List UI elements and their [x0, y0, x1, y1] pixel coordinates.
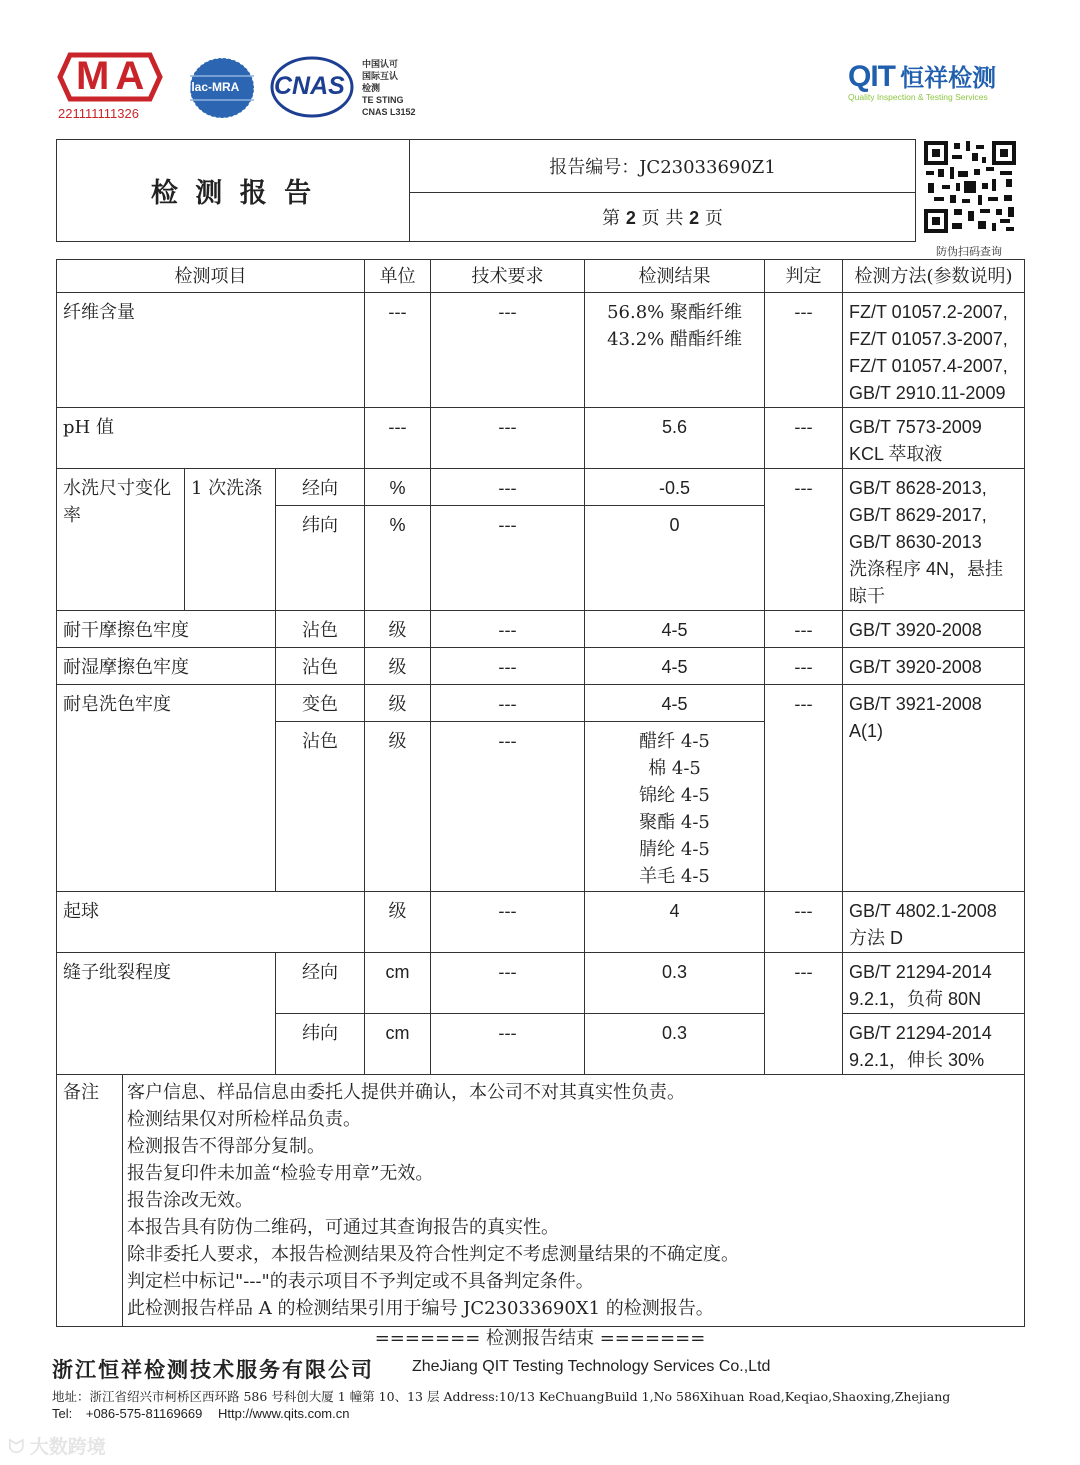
report-header [56, 139, 916, 242]
company-contact: Tel: +086-575-81169669 Http://www.qits.com.cn [52, 1406, 350, 1421]
table-row-dry-rub: 耐干摩擦色牢度 沾色 级 --- 4-5 --- GB/T 3920-2008 [57, 611, 1025, 648]
qit-logo [848, 58, 1018, 108]
report-number: 报告编号：JC23033690Z1 [549, 157, 776, 178]
qit-cn-name: 恒祥检测 [900, 65, 997, 92]
table-row-remarks [57, 1075, 1025, 1327]
remark-item: 检测结果仅对所检样品负责。 [127, 1109, 361, 1130]
header-unit: 单位 [365, 260, 431, 293]
page-indicator: 第 2 页 共 2 页 [410, 193, 916, 242]
qr-code[interactable] [922, 139, 1018, 235]
results-table [56, 259, 1025, 1327]
ilac-mra-logo [186, 56, 258, 120]
qr-code-icon [922, 139, 1018, 235]
company-name-cn: 浙江恒祥检测技术服务有限公司 [52, 1357, 374, 1382]
cnas-note: 中国认可 国际互认 检测 TE STING CNAS L3152 [362, 59, 416, 117]
remarks-label: 备注 [57, 1075, 123, 1326]
company-name-en: ZheJiang QIT Testing Technology Services Co.,Ltd [412, 1358, 771, 1375]
remark-item: 检测报告不得部分复制。 [127, 1136, 325, 1157]
remark-item: 本报告具有防伪二维码，可通过其查询报告的真实性。 [127, 1217, 559, 1238]
cma-number: 221111111326 [58, 106, 139, 121]
watermark: ᗢ 大数跨境 [8, 1434, 106, 1458]
remark-item: 除非委托人要求，本报告检测结果及符合性判定不考虑测量结果的不确定度。 [127, 1244, 739, 1265]
remark-item: 判定栏中标记"---"的表示项目不予判定或不具备判定条件。 [127, 1271, 594, 1292]
cma-text: MA [76, 54, 151, 98]
fiber-results: 56.8% 聚酯纤维 43.2% 醋酯纤维 [585, 293, 765, 408]
header-judgement: 判定 [765, 260, 843, 293]
report-title: 检 测 报 告 [150, 178, 316, 209]
cnas-logo [270, 56, 354, 118]
header-method: 检测方法(参数说明) [843, 260, 1025, 293]
watermark-logo-icon: ᗢ [8, 1434, 25, 1458]
table-row-soap-change: 耐皂洗色牢度 变色 级 --- 4-5 --- GB/T 3921-2008 A(1) [57, 685, 1025, 722]
table-row-pilling: 起球 级 --- 4 --- GB/T 4802.1-2008 方法 D [57, 892, 1025, 953]
company-website[interactable]: Http://www.qits.com.cn [218, 1406, 350, 1421]
ilac-text: ilac-MRA [188, 80, 240, 94]
table-row-wash-dim-warp: 水洗尺寸变化率 1 次洗涤 经向 % --- -0.5 --- GB/T 8628-2013, GB/T 8629-2017, GB/T 8630-2013 洗涤程序 4N，悬挂 晾干 [57, 469, 1025, 506]
table-row-wash-dim-weft: 纬向 % --- 0 [57, 506, 1025, 611]
remarks-list [123, 1075, 739, 1326]
remark-item: 报告涂改无效。 [127, 1190, 253, 1211]
fiber-method: FZ/T 01057.2-2007, FZ/T 01057.3-2007, FZ/T 01057.4-2007, GB/T 2910.11-2009 [843, 293, 1025, 408]
remark-item: 此检测报告样品 A 的检测结果引用于编号 JC23033690X1 的检测报告。 [127, 1298, 714, 1319]
header-item: 检测项目 [57, 260, 365, 293]
remark-item: 客户信息、样品信息由委托人提供并确认，本公司不对其真实性负责。 [127, 1082, 685, 1103]
table-row-fiber: 纤维含量 --- --- 56.8% 聚酯纤维 43.2% 醋酯纤维 --- FZ/T 01057.2-2007, FZ/T 01057.3-2007, FZ/T 01057.4-2007, GB/T 2910.11-2009 [57, 293, 1025, 408]
table-row-soap-staining: 沾色 级 --- 醋纤 4-5 棉 4-5 锦纶 4-5 聚酯 4-5 腈纶 4-5 羊毛 4-5 [57, 722, 1025, 892]
header-result: 检测结果 [585, 260, 765, 293]
qit-tagline: Quality Inspection & Testing Services [848, 92, 988, 102]
remark-item: 报告复印件未加盖“检验专用章”无效。 [127, 1163, 434, 1184]
table-row-seam-weft: 纬向 cm --- 0.3 GB/T 21294-2014 9.2.1，伸长 30% [57, 1014, 1025, 1075]
company-address: 地址：浙江省绍兴市柯桥区西环路 586 号科创大厦 1 幢第 10、13 层 Address:10/13 KeChuangBuild 1,No 586Xihuan Road,Keqiao,Shaoxing,Zhejiang [52, 1389, 951, 1404]
table-row-wet-rub: 耐湿摩擦色牢度 沾色 级 --- 4-5 --- GB/T 3920-2008 [57, 648, 1025, 685]
qr-caption: 防伪扫码查询 [936, 245, 1002, 258]
cma-logo [56, 52, 166, 122]
header-requirement: 技术要求 [431, 260, 585, 293]
table-row-seam-warp: 缝子纰裂程度 经向 cm --- 0.3 --- GB/T 21294-2014 9.2.1，负荷 80N [57, 953, 1025, 1014]
table-row-ph: pH 值 --- --- 5.6 --- GB/T 7573-2009 KCL 萃取液 [57, 408, 1025, 469]
soap-staining-results: 醋纤 4-5 棉 4-5 锦纶 4-5 聚酯 4-5 腈纶 4-5 羊毛 4-5 [585, 722, 765, 892]
table-header-row [57, 260, 1025, 293]
page-current: 2 [625, 208, 636, 228]
report-end-line: ======= 检测报告结束 ======= [374, 1328, 706, 1349]
page-total: 2 [689, 208, 700, 228]
qit-brand: QIT [848, 60, 895, 93]
cnas-text: CNAS [274, 72, 345, 100]
company-tel: +086-575-81169669 [85, 1406, 203, 1421]
